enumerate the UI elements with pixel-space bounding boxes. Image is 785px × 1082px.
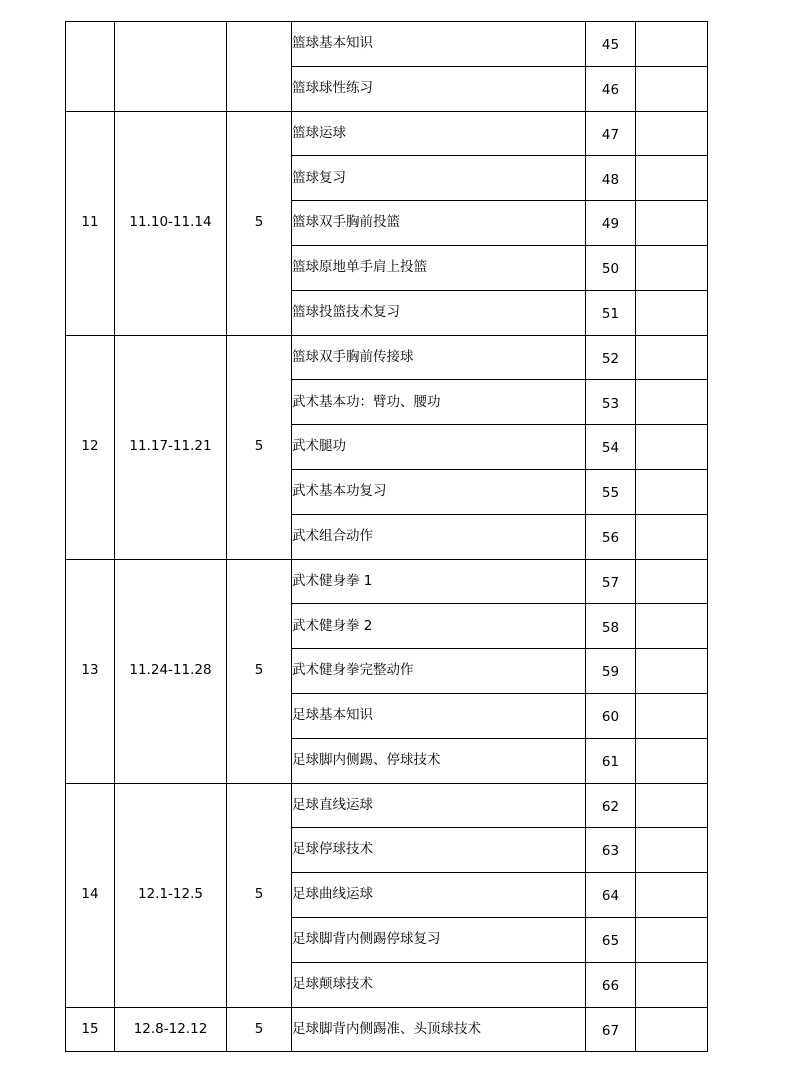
lesson-content-cell: 足球颠球技术 (292, 962, 586, 1007)
lesson-number-cell: 61 (586, 738, 636, 783)
lesson-content-cell: 足球直线运球 (292, 783, 586, 828)
lesson-content-cell: 篮球双手胸前传接球 (292, 335, 586, 380)
remark-cell (636, 783, 708, 828)
hours-cell: 5 (227, 1007, 292, 1052)
remark-cell (636, 604, 708, 649)
lesson-content-cell: 足球基本知识 (292, 693, 586, 738)
lesson-number-cell: 55 (586, 469, 636, 514)
table-row (66, 559, 708, 604)
hours-cell: 5 (227, 559, 292, 783)
dates-cell: 11.24-11.28 (115, 559, 227, 783)
lesson-content-cell: 武术基本功：臂功、腰功 (292, 380, 586, 425)
lesson-content-cell: 足球曲线运球 (292, 873, 586, 918)
hours-cell: 5 (227, 783, 292, 1007)
remark-cell (636, 290, 708, 335)
hours-cell: 5 (227, 111, 292, 335)
table-row (66, 783, 708, 828)
week-cell: 12 (66, 335, 115, 559)
remark-cell (636, 111, 708, 156)
lesson-content-cell: 足球停球技术 (292, 828, 586, 873)
remark-cell (636, 962, 708, 1007)
remark-cell (636, 22, 708, 67)
lesson-content-cell: 篮球投篮技术复习 (292, 290, 586, 335)
remark-cell (636, 201, 708, 246)
lesson-number-cell: 64 (586, 873, 636, 918)
lesson-content-cell: 篮球双手胸前投篮 (292, 201, 586, 246)
lesson-number-cell: 57 (586, 559, 636, 604)
lesson-content-cell: 武术腿功 (292, 425, 586, 470)
remark-cell (636, 828, 708, 873)
lesson-content-cell: 武术健身拳 1 (292, 559, 586, 604)
lesson-content-cell: 足球脚背内侧踢准、头顶球技术 (292, 1007, 586, 1052)
lesson-number-cell: 54 (586, 425, 636, 470)
dates-cell: 12.8-12.12 (115, 1007, 227, 1052)
lesson-content-cell: 足球脚背内侧踢停球复习 (292, 917, 586, 962)
lesson-number-cell: 63 (586, 828, 636, 873)
remark-cell (636, 425, 708, 470)
lesson-content-cell: 篮球运球 (292, 111, 586, 156)
remark-cell (636, 245, 708, 290)
lesson-number-cell: 51 (586, 290, 636, 335)
table-row (66, 111, 708, 156)
dates-cell: 11.17-11.21 (115, 335, 227, 559)
table-row (66, 335, 708, 380)
dates-cell: 11.10-11.14 (115, 111, 227, 335)
hours-cell: 5 (227, 335, 292, 559)
remark-cell (636, 156, 708, 201)
lesson-number-cell: 66 (586, 962, 636, 1007)
remark-cell (636, 917, 708, 962)
lesson-content-cell: 篮球基本知识 (292, 22, 586, 67)
remark-cell (636, 335, 708, 380)
lesson-content-cell: 武术健身拳 2 (292, 604, 586, 649)
lesson-number-cell: 56 (586, 514, 636, 559)
remark-cell (636, 514, 708, 559)
table-row (66, 22, 708, 67)
week-cell (66, 22, 115, 112)
lesson-number-cell: 52 (586, 335, 636, 380)
remark-cell (636, 380, 708, 425)
lesson-content-cell: 篮球复习 (292, 156, 586, 201)
lesson-number-cell: 67 (586, 1007, 636, 1052)
lesson-number-cell: 45 (586, 22, 636, 67)
hours-cell (227, 22, 292, 112)
lesson-content-cell: 武术组合动作 (292, 514, 586, 559)
remark-cell (636, 693, 708, 738)
lesson-content-cell: 武术基本功复习 (292, 469, 586, 514)
lesson-number-cell: 47 (586, 111, 636, 156)
lesson-number-cell: 59 (586, 649, 636, 694)
table-row (66, 1007, 708, 1052)
week-cell: 11 (66, 111, 115, 335)
dates-cell (115, 22, 227, 112)
lesson-content-cell: 足球脚内侧踢、停球技术 (292, 738, 586, 783)
remark-cell (636, 469, 708, 514)
lesson-number-cell: 60 (586, 693, 636, 738)
remark-cell (636, 66, 708, 111)
week-cell: 14 (66, 783, 115, 1007)
lesson-number-cell: 58 (586, 604, 636, 649)
remark-cell (636, 649, 708, 694)
remark-cell (636, 873, 708, 918)
lesson-number-cell: 48 (586, 156, 636, 201)
lesson-number-cell: 49 (586, 201, 636, 246)
lesson-content-cell: 篮球球性练习 (292, 66, 586, 111)
lesson-number-cell: 62 (586, 783, 636, 828)
lesson-content-cell: 篮球原地单手肩上投篮 (292, 245, 586, 290)
lesson-number-cell: 46 (586, 66, 636, 111)
teaching-schedule-table (65, 21, 708, 1052)
dates-cell: 12.1-12.5 (115, 783, 227, 1007)
remark-cell (636, 559, 708, 604)
lesson-content-cell: 武术健身拳完整动作 (292, 649, 586, 694)
remark-cell (636, 1007, 708, 1052)
lesson-number-cell: 53 (586, 380, 636, 425)
week-cell: 13 (66, 559, 115, 783)
week-cell: 15 (66, 1007, 115, 1052)
remark-cell (636, 738, 708, 783)
lesson-number-cell: 65 (586, 917, 636, 962)
lesson-number-cell: 50 (586, 245, 636, 290)
